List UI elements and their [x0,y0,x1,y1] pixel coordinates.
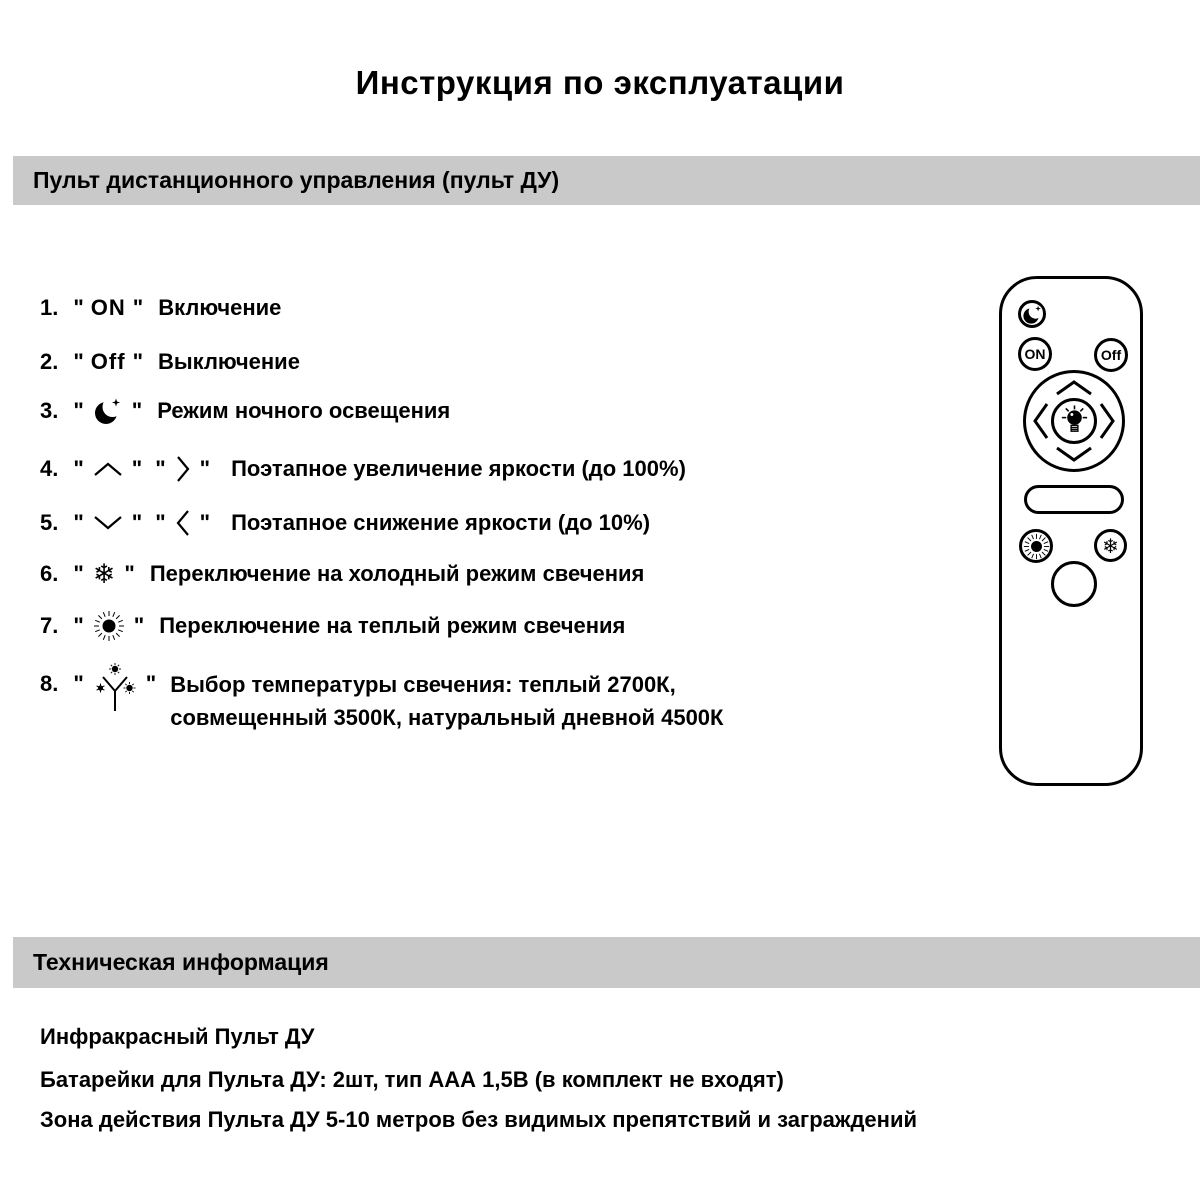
quote-mark: " [131,456,143,481]
item-description [170,668,723,734]
sun-icon [93,610,125,642]
item-description: Включение [158,295,282,320]
section-header-remote [13,156,1200,205]
quote-mark: " [145,671,157,696]
snowflake-icon: ❄ [92,558,116,590]
item-number: 2. [40,349,59,374]
section-header-remote-label: Пульт дистанционного управления (пульт ДУ) [33,167,560,193]
item-description: Переключение на теплый режим свечения [159,613,626,638]
item-description: Поэтапное снижение яркости (до 10%) [231,510,651,535]
tech-info-line: Инфракрасный Пульт ДУ [40,1024,315,1049]
quote-mark: " [155,456,166,481]
chevron-right-icon [175,454,191,484]
quote-mark: " [73,561,84,586]
dpad-up-icon [1054,379,1094,397]
tech-info-line: Батарейки для Пульта ДУ: 2шт, тип ААА 1,5В (в комплект не входят) [40,1067,784,1092]
tech-info-line: Зона действия Пульта ДУ 5-10 метров без видимых препятствий и заграждений [40,1107,918,1132]
item-number: 3. [40,398,59,423]
list-item-4 [40,452,686,486]
section-header-tech-label: Техническая информация [33,949,329,975]
list-item-5 [40,506,650,540]
dpad-ring [1023,370,1125,472]
off-token: Off [90,349,126,374]
item-number: 1. [40,295,59,320]
item-number: 5. [40,510,59,535]
quote-mark: " [73,613,84,638]
dpad-left-icon [1032,401,1050,441]
item-number: 4. [40,456,59,481]
quote-mark: " [124,561,135,586]
warm-mode-button [1019,529,1053,563]
item-description: Поэтапное увеличение яркости (до 100%) [231,456,686,481]
quote-mark: " [73,456,84,481]
chevron-down-icon [93,515,123,531]
item-description-line1: Выбор температуры свечения: теплый 2700К, [170,672,676,697]
quote-mark: " [155,510,166,535]
list-item-6 [40,557,644,591]
light-bulb-icon [1061,405,1088,438]
color-temp-select-icon [92,662,138,712]
quote-mark: " [73,398,84,423]
sun-icon [1023,533,1050,560]
moon-star-icon [93,396,123,426]
quote-mark: " [73,349,84,374]
quote-mark: " [132,349,143,374]
page-title: Инструкция по эксплуатации [355,64,845,101]
quote-mark: " [131,510,143,535]
quote-mark: " [73,510,84,535]
list-item-3 [40,394,450,428]
off-button [1094,338,1128,372]
item-description: Режим ночного освещения [157,398,451,423]
remote-control-illustration [999,276,1143,786]
item-number: 6. [40,561,59,586]
moon-star-icon [1022,304,1043,325]
on-token: ON [90,295,126,320]
on-button-label: ON [1024,346,1046,362]
section-header-tech [13,937,1200,988]
dpad-right-icon [1098,401,1116,441]
round-button [1051,561,1097,607]
quote-mark: " [199,456,211,481]
item-description: Переключение на холодный режим свечения [149,561,645,586]
on-button [1018,337,1052,371]
quote-mark: " [132,295,144,320]
pill-button [1024,485,1124,514]
quote-mark: " [73,295,84,320]
list-item-7 [40,609,625,643]
list-item-2 [40,345,300,379]
chevron-up-icon [93,461,123,477]
quote-mark: " [199,510,211,535]
list-item-1 [40,291,281,325]
item-number: 7. [40,613,59,638]
item-description: Выключение [158,349,300,374]
quote-mark: " [73,671,84,696]
quote-mark: " [133,613,145,638]
off-button-label: Off [1100,347,1122,363]
quote-mark: " [131,398,143,423]
list-item-8 [40,668,723,734]
item-number: 8. [40,671,59,696]
dpad-down-icon [1054,445,1094,463]
light-button [1051,398,1097,444]
item-description-line2: совмещенный 3500К, натуральный дневной 4500К [170,705,724,730]
cold-mode-button [1094,529,1127,562]
chevron-left-icon [175,508,191,538]
night-mode-button [1018,300,1046,328]
snowflake-icon: ❄ [1102,533,1119,558]
